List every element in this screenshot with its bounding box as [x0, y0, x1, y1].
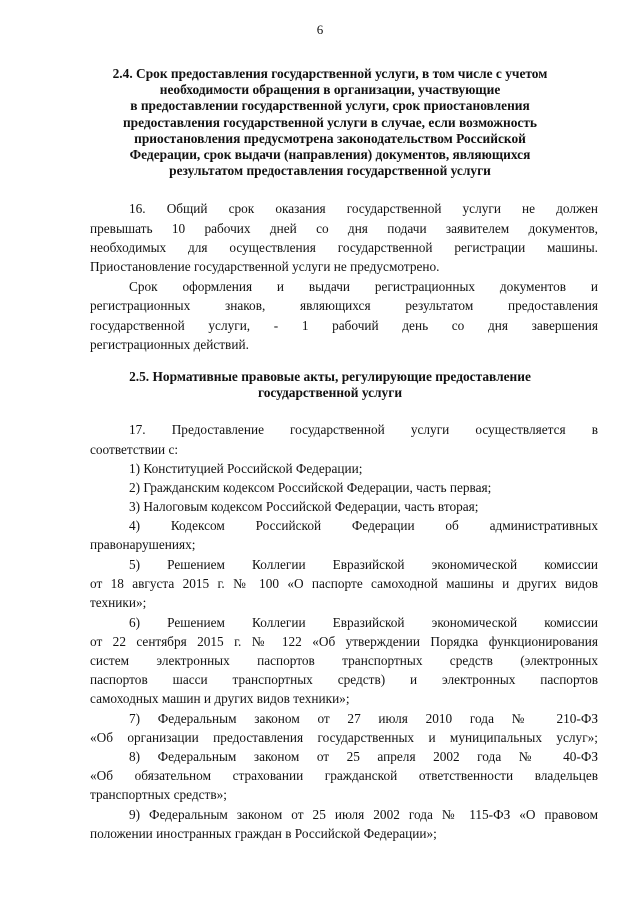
registration-paragraph-line: Срок оформления и выдачи регистрационных документов и [129, 279, 598, 294]
list-item: от 18 августа 2015 г. № 100 «О паспорте самоходной машины и других видов [90, 576, 598, 591]
registration-paragraph-line: регистрационных действий. [90, 337, 249, 352]
heading-line: необходимости обращения в организации, участвующие [159, 82, 501, 98]
heading-line: государственной услуги [257, 385, 403, 401]
registration-paragraph-line: регистрационных знаков, являющихся результатом предоставления [90, 298, 598, 313]
list-item: 2) Гражданским кодексом Российской Федерации, часть первая; [129, 480, 492, 495]
list-item: техники»; [90, 595, 147, 610]
list-item: «Об организации предоставления государственных и муниципальных услуг»; [90, 730, 598, 745]
paragraph-16-line: 16. Общий срок оказания государственной услуги не должен [129, 201, 598, 216]
paragraph-17-line: 17. Предоставление государственной услуги осуществляется в [129, 422, 598, 437]
heading-line: приостановления предусмотрена законодательством Российской [134, 130, 526, 146]
list-item: 3) Налоговым кодексом Российской Федерации, часть вторая; [129, 499, 479, 514]
list-item: 7) Федеральным законом от 27 июля 2010 года № 210-ФЗ [129, 711, 598, 726]
list-item: от 22 сентября 2015 г. № 122 «Об утверждении Порядка функционирования [90, 634, 598, 649]
paragraph-16-line: необходимых для осуществления государственной регистрации машины. [90, 240, 598, 255]
list-item: 5) Решением Коллегии Евразийской экономической комиссии [129, 557, 598, 572]
list-item: 9) Федеральным законом от 25 июля 2002 года № 115-ФЗ «О правовом [129, 807, 598, 822]
list-item: паспортов шасси транспортных средств) и электронных паспортов [90, 672, 598, 687]
heading-line: Федерации, срок выдачи (направления) документов, являющихся [129, 147, 531, 163]
page-number: 6 [316, 22, 324, 37]
heading-line: 2.4. Срок предоставления государственной услуги, в том числе с учетом [112, 66, 548, 81]
section-2-4-heading [72, 66, 588, 179]
list-item: систем электронных паспортов транспортных средств (электронных [90, 653, 598, 668]
heading-line: в предоставлении государственной услуги, срок приостановления [130, 98, 530, 114]
heading-line: 2.5. Нормативные правовые акты, регулирующие предоставление [129, 369, 531, 384]
list-item: 4) Кодексом Российской Федерации об административных [129, 518, 598, 533]
paragraph-16-line: Приостановление государственной услуги не предусмотрено. [90, 259, 440, 274]
list-item: правонарушениях; [90, 537, 196, 552]
list-item: 8) Федеральным законом от 25 апреля 2002 года № 40-ФЗ [129, 749, 598, 764]
list-item: 1) Конституцией Российской Федерации; [129, 461, 363, 476]
list-item: «Об обязательном страховании гражданской ответственности владельцев [90, 768, 598, 783]
registration-paragraph-line: государственной услуги, - 1 рабочий день со дня завершения [90, 318, 598, 333]
section-2-5-heading [72, 369, 588, 401]
heading-line: предоставления государственной услуги в случае, если возможность [122, 114, 538, 130]
list-item: транспортных средств»; [90, 787, 227, 802]
heading-line: результатом предоставления государственной услуги [169, 163, 491, 179]
list-item: 6) Решением Коллегии Евразийской экономической комиссии [129, 615, 598, 630]
paragraph-16-line: превышать 10 рабочих дней со дня подачи заявителем документов, [90, 221, 598, 236]
list-item: самоходных машин и других видов техники»; [90, 691, 350, 706]
paragraph-17-line: соответствии с: [90, 442, 179, 457]
list-item: положении иностранных граждан в Российской Федерации»; [90, 826, 437, 841]
